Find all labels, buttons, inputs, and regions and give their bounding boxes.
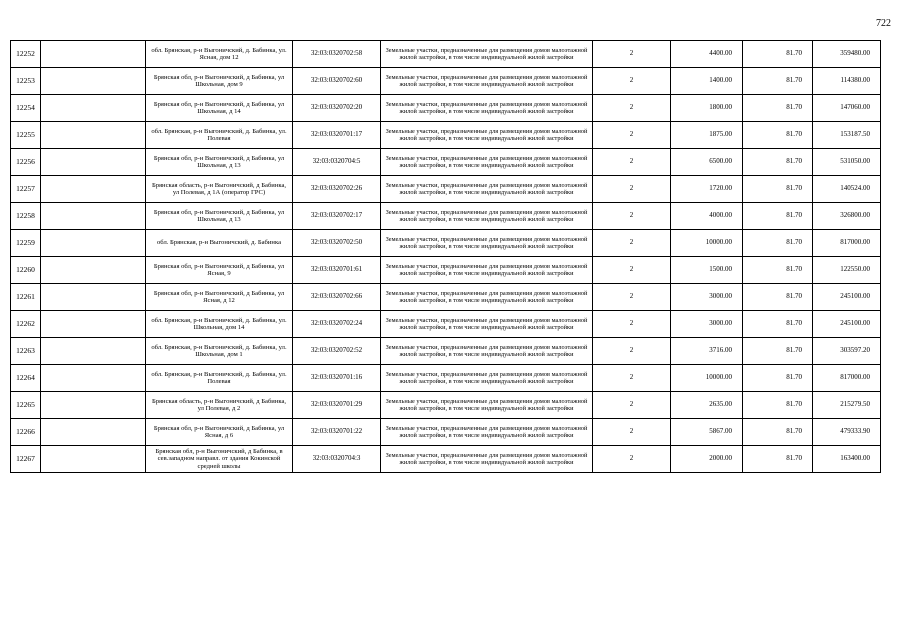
- cadastral-number-cell: 32:03:0320702:60: [293, 68, 381, 95]
- table-row: [11, 203, 881, 230]
- specific-value-cell: 81.70: [743, 68, 813, 95]
- table-row: [11, 257, 881, 284]
- specific-value-cell: 81.70: [743, 311, 813, 338]
- land-registry-table: [10, 40, 881, 473]
- address-cell: Брянская обл, р-н Выгоничский, д Бабинка, ул Школьная, д 13: [146, 203, 293, 230]
- table-row: [11, 68, 881, 95]
- cadastral-value-cell: 245100.00: [813, 311, 881, 338]
- land-use-description-cell: Земельные участки, предназначенные для размещения домов малоэтажной жилой застройки, в том числе индивидуальной жилой застройки: [381, 338, 593, 365]
- land-use-description-cell: Земельные участки, предназначенные для размещения домов малоэтажной жилой застройки, в том числе индивидуальной жилой застройки: [381, 122, 593, 149]
- specific-value-cell: 81.70: [743, 446, 813, 473]
- address-cell: обл. Брянская, р-н Выгоничский, д. Бабинка: [146, 230, 293, 257]
- table-row: [11, 122, 881, 149]
- blank-cell: [41, 176, 146, 203]
- table-row: [11, 284, 881, 311]
- cadastral-value-cell: 817000.00: [813, 230, 881, 257]
- cadastral-number-cell: 32:03:0320702:52: [293, 338, 381, 365]
- cadastral-value-cell: 817000.00: [813, 365, 881, 392]
- land-use-description-cell: Земельные участки, предназначенные для размещения домов малоэтажной жилой застройки, в том числе индивидуальной жилой застройки: [381, 149, 593, 176]
- cadastral-value-cell: 114380.00: [813, 68, 881, 95]
- specific-value-cell: 81.70: [743, 149, 813, 176]
- table-row: [11, 365, 881, 392]
- row-number-cell: 12257: [11, 176, 41, 203]
- row-number-cell: 12259: [11, 230, 41, 257]
- specific-value-cell: 81.70: [743, 230, 813, 257]
- table-row: [11, 95, 881, 122]
- specific-value-cell: 81.70: [743, 365, 813, 392]
- row-number-cell: 12260: [11, 257, 41, 284]
- row-number-cell: 12256: [11, 149, 41, 176]
- address-cell: Брянская обл, р-н Выгоничский, д Бабинка, ул Школьная, д 13: [146, 149, 293, 176]
- address-cell: обл. Брянская, р-н Выгоничский, д. Бабинка, ул. Ясная, дом 12: [146, 41, 293, 68]
- cadastral-number-cell: 32:03:0320702:26: [293, 176, 381, 203]
- blank-cell: [41, 446, 146, 473]
- land-use-description-cell: Земельные участки, предназначенные для размещения домов малоэтажной жилой застройки, в том числе индивидуальной жилой застройки: [381, 365, 593, 392]
- cadastral-value-cell: 147060.00: [813, 95, 881, 122]
- land-use-description-cell: Земельные участки, предназначенные для размещения домов малоэтажной жилой застройки, в том числе индивидуальной жилой застройки: [381, 95, 593, 122]
- group-number-cell: 2: [593, 338, 671, 365]
- row-number-cell: 12253: [11, 68, 41, 95]
- area-cell: 10000.00: [671, 230, 743, 257]
- land-use-description-cell: Земельные участки, предназначенные для размещения домов малоэтажной жилой застройки, в том числе индивидуальной жилой застройки: [381, 41, 593, 68]
- blank-cell: [41, 68, 146, 95]
- group-number-cell: 2: [593, 203, 671, 230]
- land-use-description-cell: Земельные участки, предназначенные для размещения домов малоэтажной жилой застройки, в том числе индивидуальной жилой застройки: [381, 176, 593, 203]
- table-row: [11, 41, 881, 68]
- cadastral-number-cell: 32:03:0320701:22: [293, 419, 381, 446]
- area-cell: 6500.00: [671, 149, 743, 176]
- blank-cell: [41, 149, 146, 176]
- cadastral-number-cell: 32:03:0320704:3: [293, 446, 381, 473]
- cadastral-number-cell: 32:03:0320702:20: [293, 95, 381, 122]
- land-use-description-cell: Земельные участки, предназначенные для размещения домов малоэтажной жилой застройки, в том числе индивидуальной жилой застройки: [381, 284, 593, 311]
- group-number-cell: 2: [593, 41, 671, 68]
- cadastral-value-cell: 140524.00: [813, 176, 881, 203]
- group-number-cell: 2: [593, 257, 671, 284]
- land-use-description-cell: Земельные участки, предназначенные для размещения домов малоэтажной жилой застройки, в том числе индивидуальной жилой застройки: [381, 68, 593, 95]
- table-row: [11, 311, 881, 338]
- cadastral-value-cell: 303597.20: [813, 338, 881, 365]
- group-number-cell: 2: [593, 365, 671, 392]
- group-number-cell: 2: [593, 392, 671, 419]
- cadastral-number-cell: 32:03:0320702:66: [293, 284, 381, 311]
- address-cell: Брянская обл, р-н Выгоничский, д Бабинка, ул Школьная, дом 9: [146, 68, 293, 95]
- land-use-description-cell: Земельные участки, предназначенные для размещения домов малоэтажной жилой застройки, в том числе индивидуальной жилой застройки: [381, 257, 593, 284]
- address-cell: Брянская обл, р-н Выгоничский, д Бабинка, в сев.западном направл. от здания Кокинской средней школы: [146, 446, 293, 473]
- table-row: [11, 446, 881, 473]
- blank-cell: [41, 95, 146, 122]
- address-cell: Брянская область, р-н Выгоничский, д Бабинка, ул Полевая, д 2: [146, 392, 293, 419]
- row-number-cell: 12262: [11, 311, 41, 338]
- table-row: [11, 392, 881, 419]
- row-number-cell: 12264: [11, 365, 41, 392]
- row-number-cell: 12265: [11, 392, 41, 419]
- area-cell: 1800.00: [671, 95, 743, 122]
- blank-cell: [41, 392, 146, 419]
- address-cell: обл. Брянская, р-н Выгоничский, д. Бабинка, ул. Школьная, дом 14: [146, 311, 293, 338]
- land-use-description-cell: Земельные участки, предназначенные для размещения домов малоэтажной жилой застройки, в том числе индивидуальной жилой застройки: [381, 230, 593, 257]
- group-number-cell: 2: [593, 284, 671, 311]
- table-body: [11, 41, 881, 473]
- area-cell: 1400.00: [671, 68, 743, 95]
- row-number-cell: 12263: [11, 338, 41, 365]
- cadastral-value-cell: 153187.50: [813, 122, 881, 149]
- cadastral-number-cell: 32:03:0320701:16: [293, 365, 381, 392]
- group-number-cell: 2: [593, 176, 671, 203]
- row-number-cell: 12258: [11, 203, 41, 230]
- land-use-description-cell: Земельные участки, предназначенные для размещения домов малоэтажной жилой застройки, в том числе индивидуальной жилой застройки: [381, 419, 593, 446]
- page-number: 722: [876, 18, 891, 29]
- area-cell: 1500.00: [671, 257, 743, 284]
- blank-cell: [41, 257, 146, 284]
- row-number-cell: 12255: [11, 122, 41, 149]
- blank-cell: [41, 338, 146, 365]
- cadastral-value-cell: 326800.00: [813, 203, 881, 230]
- group-number-cell: 2: [593, 68, 671, 95]
- group-number-cell: 2: [593, 311, 671, 338]
- address-cell: обл. Брянская, р-н Выгоничский, д. Бабинка, ул. Полевая: [146, 365, 293, 392]
- cadastral-number-cell: 32:03:0320701:29: [293, 392, 381, 419]
- row-number-cell: 12261: [11, 284, 41, 311]
- table-row: [11, 230, 881, 257]
- cadastral-value-cell: 531050.00: [813, 149, 881, 176]
- specific-value-cell: 81.70: [743, 122, 813, 149]
- table-row: [11, 419, 881, 446]
- specific-value-cell: 81.70: [743, 392, 813, 419]
- land-use-description-cell: Земельные участки, предназначенные для размещения домов малоэтажной жилой застройки, в том числе индивидуальной жилой застройки: [381, 446, 593, 473]
- area-cell: 3000.00: [671, 284, 743, 311]
- blank-cell: [41, 203, 146, 230]
- specific-value-cell: 81.70: [743, 41, 813, 68]
- area-cell: 5867.00: [671, 419, 743, 446]
- blank-cell: [41, 230, 146, 257]
- table-row: [11, 338, 881, 365]
- address-cell: Брянская область, р-н Выгоничский, д Бабинка, ул Полевая, д 1А (оператор ГРС): [146, 176, 293, 203]
- blank-cell: [41, 311, 146, 338]
- address-cell: обл. Брянская, р-н Выгоничский, д. Бабинка, ул. Полевая: [146, 122, 293, 149]
- row-number-cell: 12267: [11, 446, 41, 473]
- group-number-cell: 2: [593, 446, 671, 473]
- area-cell: 3716.00: [671, 338, 743, 365]
- specific-value-cell: 81.70: [743, 338, 813, 365]
- specific-value-cell: 81.70: [743, 203, 813, 230]
- cadastral-number-cell: 32:03:0320702:50: [293, 230, 381, 257]
- area-cell: 1720.00: [671, 176, 743, 203]
- cadastral-number-cell: 32:03:0320702:24: [293, 311, 381, 338]
- group-number-cell: 2: [593, 149, 671, 176]
- blank-cell: [41, 41, 146, 68]
- area-cell: 4400.00: [671, 41, 743, 68]
- land-use-description-cell: Земельные участки, предназначенные для размещения домов малоэтажной жилой застройки, в том числе индивидуальной жилой застройки: [381, 203, 593, 230]
- area-cell: 10000.00: [671, 365, 743, 392]
- cadastral-value-cell: 359480.00: [813, 41, 881, 68]
- blank-cell: [41, 122, 146, 149]
- address-cell: Брянская обл, р-н Выгоничский, д Бабинка, ул Ясная, д 12: [146, 284, 293, 311]
- blank-cell: [41, 365, 146, 392]
- address-cell: Брянская обл, р-н Выгоничский, д Бабинка, ул Ясная, д 6: [146, 419, 293, 446]
- land-use-description-cell: Земельные участки, предназначенные для размещения домов малоэтажной жилой застройки, в том числе индивидуальной жилой застройки: [381, 311, 593, 338]
- cadastral-value-cell: 163400.00: [813, 446, 881, 473]
- address-cell: Брянская обл, р-н Выгоничский, д Бабинка, ул Школьная, д 14: [146, 95, 293, 122]
- table-row: [11, 176, 881, 203]
- cadastral-number-cell: 32:03:0320704:5: [293, 149, 381, 176]
- cadastral-number-cell: 32:03:0320702:58: [293, 41, 381, 68]
- group-number-cell: 2: [593, 419, 671, 446]
- row-number-cell: 12266: [11, 419, 41, 446]
- table-row: [11, 149, 881, 176]
- cadastral-value-cell: 122550.00: [813, 257, 881, 284]
- row-number-cell: 12254: [11, 95, 41, 122]
- group-number-cell: 2: [593, 95, 671, 122]
- cadastral-value-cell: 479333.90: [813, 419, 881, 446]
- address-cell: обл. Брянская, р-н Выгоничский, д. Бабинка, ул. Школьная, дом 1: [146, 338, 293, 365]
- area-cell: 1875.00: [671, 122, 743, 149]
- specific-value-cell: 81.70: [743, 95, 813, 122]
- specific-value-cell: 81.70: [743, 419, 813, 446]
- address-cell: Брянская обл, р-н Выгоничский, д Бабинка, ул Ясная, 9: [146, 257, 293, 284]
- area-cell: 2000.00: [671, 446, 743, 473]
- cadastral-number-cell: 32:03:0320702:17: [293, 203, 381, 230]
- cadastral-number-cell: 32:03:0320701:17: [293, 122, 381, 149]
- cadastral-value-cell: 215279.50: [813, 392, 881, 419]
- blank-cell: [41, 419, 146, 446]
- row-number-cell: 12252: [11, 41, 41, 68]
- specific-value-cell: 81.70: [743, 257, 813, 284]
- group-number-cell: 2: [593, 122, 671, 149]
- specific-value-cell: 81.70: [743, 284, 813, 311]
- area-cell: 3000.00: [671, 311, 743, 338]
- land-use-description-cell: Земельные участки, предназначенные для размещения домов малоэтажной жилой застройки, в том числе индивидуальной жилой застройки: [381, 392, 593, 419]
- blank-cell: [41, 284, 146, 311]
- cadastral-number-cell: 32:03:0320701:61: [293, 257, 381, 284]
- group-number-cell: 2: [593, 230, 671, 257]
- cadastral-value-cell: 245100.00: [813, 284, 881, 311]
- specific-value-cell: 81.70: [743, 176, 813, 203]
- area-cell: 2635.00: [671, 392, 743, 419]
- area-cell: 4000.00: [671, 203, 743, 230]
